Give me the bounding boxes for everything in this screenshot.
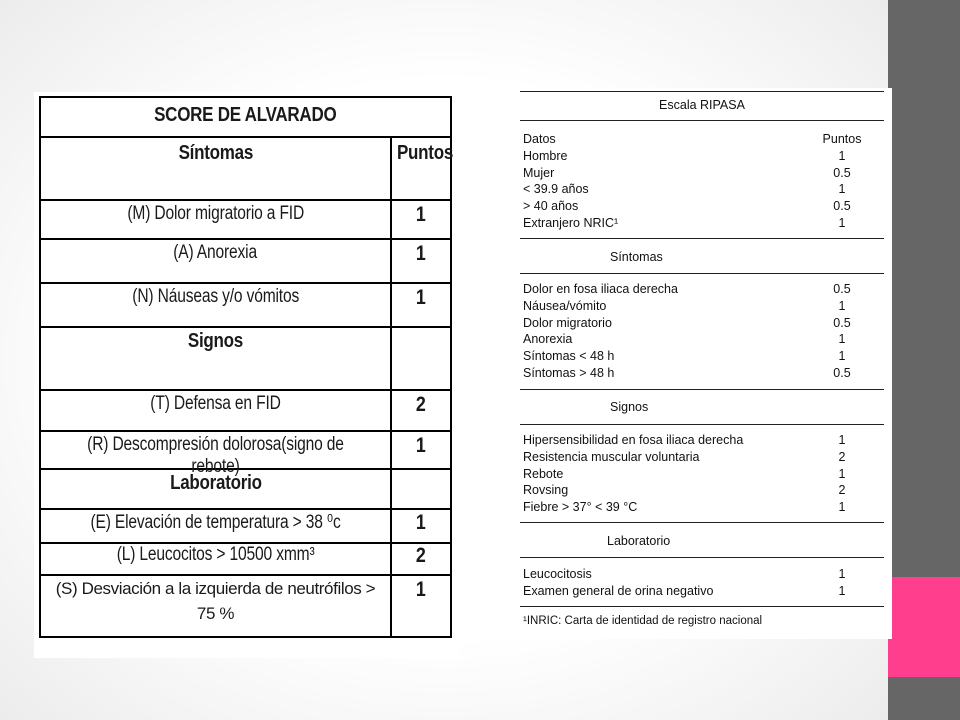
alvarado-row: (T) Defensa en FID 2 — [41, 391, 452, 432]
ripasa-laboratorio-header: Laboratorio — [607, 534, 671, 548]
ripasa-laboratorio-points: 1 1 — [838, 567, 846, 598]
ripasa-signos-header: Signos — [610, 400, 649, 414]
alvarado-row: (L) Leucocitos > 10500 xmm³ 2 — [41, 544, 452, 576]
alvarado-row: (N) Náuseas y/o vómitos 1 — [41, 284, 452, 328]
ripasa-sintomas-points: 0.5 1 0.5 1 1 0.5 — [833, 282, 851, 380]
alvarado-row: (A) Anorexia 1 — [41, 240, 452, 284]
rule — [520, 522, 884, 523]
rule — [520, 389, 884, 390]
rule — [520, 557, 884, 558]
rule — [520, 120, 884, 121]
ripasa-signos-list: Hipersensibilidad en fosa iliaca derecha Resistencia muscular voluntaria Rebote Rovsing Fiebre > 37° < 39 °C — [523, 433, 744, 515]
ripasa-datos-list: Datos Hombre Mujer < 39.9 años > 40 años Extranjero NRIC¹ — [523, 132, 619, 230]
alvarado-row: (R) Descompresión dolorosa(signo de rebote) 1 — [41, 432, 452, 470]
alvarado-signos-header: Signos — [41, 328, 392, 389]
ripasa-footnote: ¹INRIC: Carta de identidad de registro nacional — [523, 615, 763, 627]
alvarado-lab-header: Laboratorio — [41, 470, 392, 508]
ripasa-signos-points: 1 2 1 2 1 — [838, 433, 846, 515]
ripasa-sintomas-list: Dolor en fosa iliaca derecha Náusea/vómito Dolor migratorio Anorexia Síntomas < 48 h Síntomas > 48 h — [523, 282, 678, 380]
alvarado-score-table — [34, 92, 459, 658]
rule — [520, 273, 884, 274]
alvarado-col-sintomas: Síntomas — [41, 138, 392, 199]
accent-block — [888, 577, 960, 677]
ripasa-datos-header: Datos — [523, 132, 556, 146]
ripasa-sintomas-header: Síntomas — [610, 250, 663, 264]
ripasa-datos-points: Puntos 1 0.5 1 0.5 1 — [812, 131, 872, 232]
alvarado-col-puntos: Puntos — [392, 138, 452, 199]
rule — [520, 91, 884, 92]
rule — [520, 606, 884, 607]
alvarado-row: (M) Dolor migratorio a FID 1 — [41, 201, 452, 240]
ripasa-puntos-header: Puntos — [822, 132, 862, 146]
rule — [520, 424, 884, 425]
rule — [520, 238, 884, 239]
alvarado-row: (S) Desviación a la izquierda de neutrófilos > 75 % 1 — [41, 576, 452, 638]
alvarado-row: (E) Elevación de temperatura > 38 ⁰c 1 — [41, 510, 452, 544]
ripasa-laboratorio-list: Leucocitosis Examen general de orina negativo — [523, 567, 714, 598]
ripasa-title: Escala RIPASA — [659, 98, 745, 112]
ripasa-score-table — [512, 88, 892, 639]
alvarado-title: SCORE DE ALVARADO — [41, 98, 452, 136]
